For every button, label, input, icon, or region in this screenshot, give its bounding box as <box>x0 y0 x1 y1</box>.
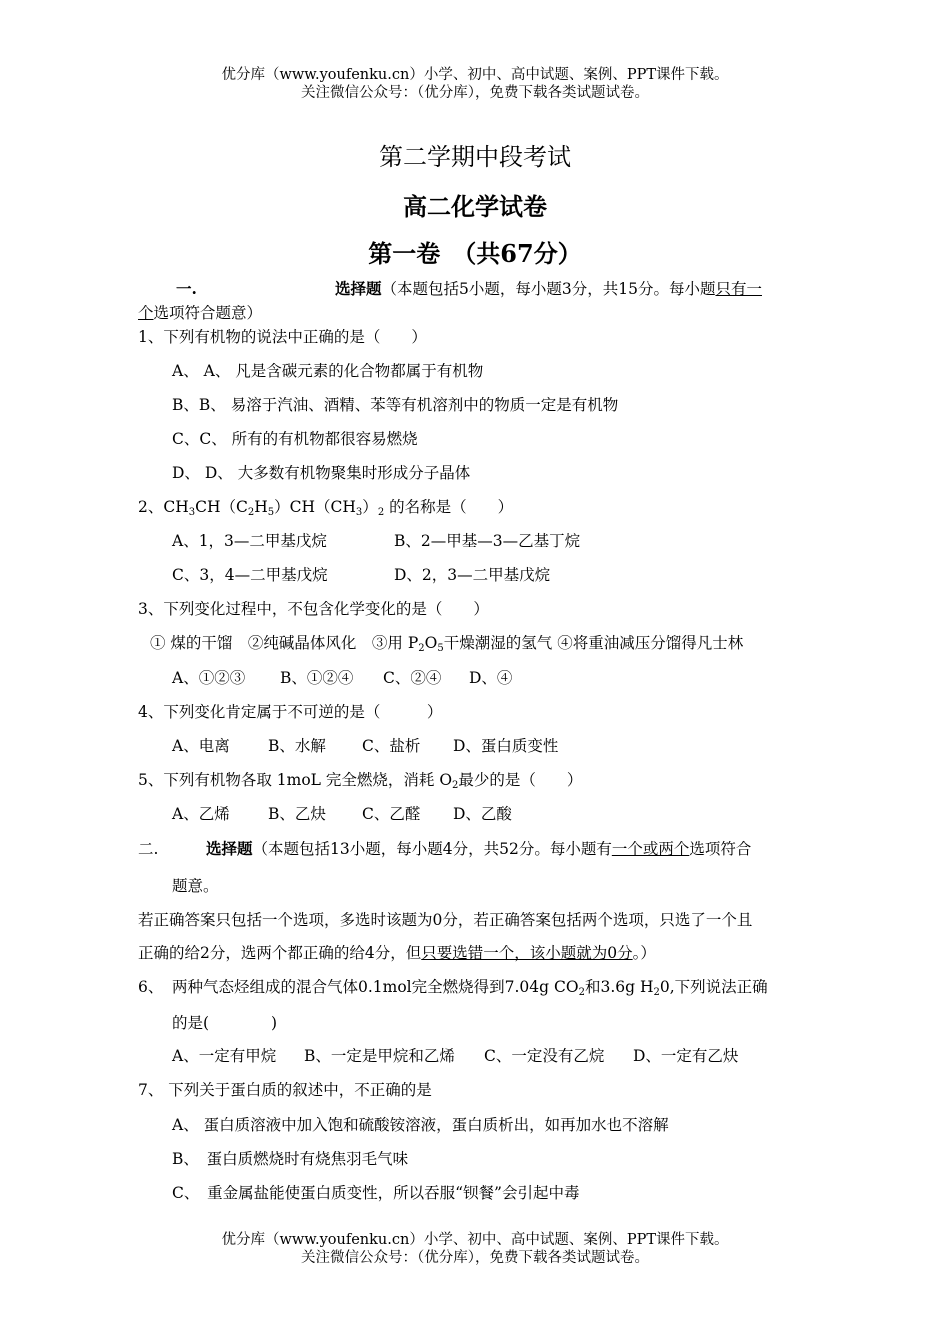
q5-option-b: B、乙炔 <box>268 805 326 823</box>
header-line-1: 优分库（www.youfenku.cn）小学、初中、高中试题、案例、PPT课件下载。 <box>221 67 729 83</box>
q4-option-d: D、蛋白质变性 <box>453 737 559 755</box>
page-footer <box>0 1231 950 1267</box>
q6-option-c: C、一定没有乙烷 <box>484 1047 605 1065</box>
section1-number: 一. <box>176 279 197 298</box>
page-header <box>0 66 950 102</box>
q5-stem: 5、下列有机物各取 1moL 完全燃烧，消耗 $O_2$最少的是（ ） <box>138 771 583 791</box>
q4-option-c: C、盐析 <box>362 737 421 755</box>
q1-option-b: B、B、 易溶于汽油、酒精、苯等有机溶剂中的物质一定是有机物 <box>172 396 619 414</box>
subject-title: 高二化学试卷 <box>403 192 547 221</box>
q3-option-a: A、①②③ <box>172 669 246 687</box>
q5-option-d: D、乙酸 <box>453 805 512 823</box>
q7-stem: 7、 下列关于蛋白质的叙述中，不正确的是 <box>138 1081 432 1099</box>
q5-option-a: A、乙烯 <box>172 805 230 823</box>
footer-line-2: 关注微信公众号：（优分库），免费下载各类试题试卷。 <box>301 1250 649 1266</box>
section2-rule-1: 若正确答案只包括一个选项，多选时该题为0分，若正确答案包括两个选项，只选了一个且 <box>138 911 753 929</box>
q6-stem-cont: 的是( ) <box>172 1014 278 1032</box>
volume-title: 第一卷 （共67分） <box>368 239 582 268</box>
q1-option-c: C、C、 所有的有机物都很容易燃烧 <box>172 430 418 448</box>
q6-number: 6、 <box>138 978 164 996</box>
q6-stem: 两种气态烃组成的混合气体0.1mol完全燃烧得到7.04g $CO_2$和3.6g $H_20$,下列说法正确 <box>172 978 768 998</box>
q7-option-c: C、 重金属盐能使蛋白质变性，所以吞服“钡餐”会引起中毒 <box>172 1184 580 1202</box>
header-line-2: 关注微信公众号：（优分库），免费下载各类试题试卷。 <box>301 85 649 101</box>
section1-label: 选择题 <box>335 279 382 298</box>
q2-stem: 2、$CH_3CH(C_2H_5)CH(CH_3)_2$ 的名称是（ ） <box>138 498 514 518</box>
q6-option-b: B、一定是甲烷和乙烯 <box>304 1047 455 1065</box>
q4-option-a: A、电离 <box>172 737 230 755</box>
q2-option-b: B、2—甲基—3—乙基丁烷 <box>394 532 581 550</box>
q3-stem: 3、下列变化过程中，不包含化学变化的是（ ） <box>138 600 489 618</box>
q1-option-d: D、 D、 大多数有机物聚集时形成分子晶体 <box>172 464 471 482</box>
q2-option-a: A、1，3—二甲基戊烷 <box>172 532 327 550</box>
q7-option-b: B、 蛋白质燃烧时有烧焦羽毛气味 <box>172 1150 409 1168</box>
section1-heading-cont: 个选项符合题意） <box>138 304 263 322</box>
q5-option-c: C、乙醛 <box>362 805 421 823</box>
q2-option-c: C、3，4—二甲基戊烷 <box>172 566 328 584</box>
q1-stem: 1、下列有机物的说法中正确的是（ ） <box>138 328 427 346</box>
q3-processes: ① 煤的干馏 ②纯碱晶体风化 ③用 $P_2O_5$干燥潮湿的氢气 ④将重油减压分馏得凡士林 <box>150 634 744 654</box>
q3-option-d: D、④ <box>469 669 513 687</box>
footer-line-1: 优分库（www.youfenku.cn）小学、初中、高中试题、案例、PPT课件下载。 <box>221 1232 729 1248</box>
q3-option-b: B、①②④ <box>280 669 354 687</box>
q6-option-d: D、一定有乙炔 <box>633 1047 739 1065</box>
q1-option-a: A、 A、 凡是含碳元素的化合物都属于有机物 <box>172 362 484 380</box>
section2-label: 选择题 <box>206 839 253 858</box>
q2-option-d: D、2，3—二甲基戊烷 <box>394 566 551 584</box>
q3-option-c: C、②④ <box>383 669 442 687</box>
q4-stem: 4、下列变化肯定属于不可逆的是（ ） <box>138 703 443 721</box>
q6-option-a: A、一定有甲烷 <box>172 1047 277 1065</box>
q7-option-a: A、 蛋白质溶液中加入饱和硫酸铵溶液，蛋白质析出，如再加水也不溶解 <box>172 1116 669 1134</box>
section2-rule-2: 正确的给2分，选两个都正确的给4分，但只要选错一个，该小题就为0分。） <box>138 944 656 962</box>
section2-heading-cont: 题意。 <box>172 877 219 895</box>
section1-heading: 选择题（本题包括5小题，每小题3分，共15分。每小题只有一 <box>335 279 762 298</box>
exam-title: 第二学期中段考试 <box>379 143 571 171</box>
q4-option-b: B、水解 <box>268 737 326 755</box>
section2-heading: 选择题（本题包括13小题，每小题4分，共52分。每小题有一个或两个选项符合 <box>206 839 752 858</box>
section2-number: 二. <box>138 840 159 858</box>
